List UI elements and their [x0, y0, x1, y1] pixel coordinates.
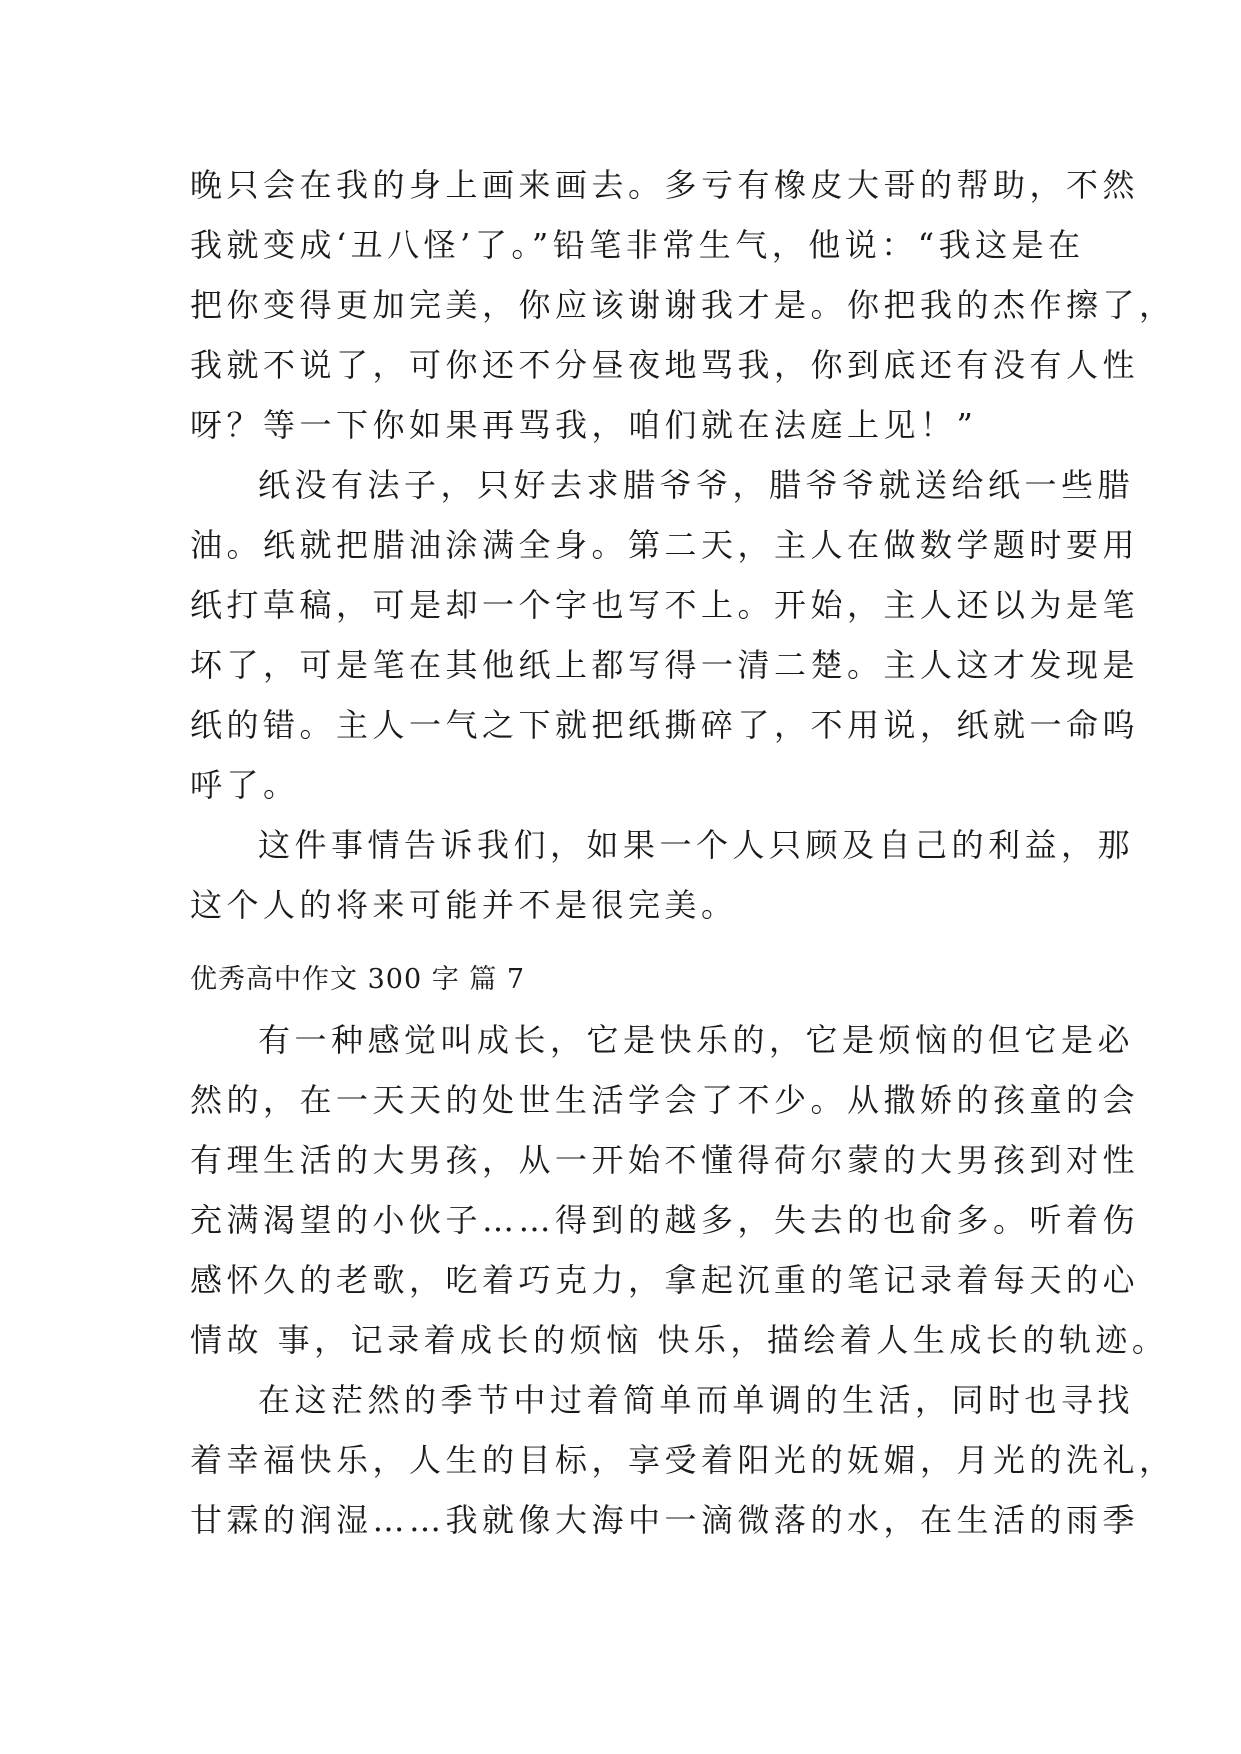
paragraph-line: 甘霖的润湿……我就像大海中一滴微落的水，在生活的雨季 — [190, 1501, 1140, 1539]
paragraph-line: 这件事情告诉我们，如果一个人只顾及自己的利益，那 — [258, 826, 1135, 864]
paragraph-line: 感怀久的老歌，吃着巧克力，拿起沉重的笔记录着每天的心 — [190, 1261, 1140, 1299]
paragraph-line: 然的，在一天天的处世生活学会了不少。从撒娇的孩童的会 — [190, 1081, 1140, 1119]
paragraph-line: 充满渴望的小伙子……得到的越多，失去的也俞多。听着伤 — [190, 1201, 1140, 1239]
paragraph-line: 油。纸就把腊油涂满全身。第二天，主人在做数学题时要用 — [190, 526, 1140, 564]
paragraph-line: 在这茫然的季节中过着简单而单调的生活，同时也寻找 — [258, 1381, 1135, 1419]
paragraph-line: 我就变成‘丑八怪’了。”铅笔非常生气，他说：“我这是在 — [190, 226, 1085, 264]
paragraph-line: 有理生活的大男孩，从一开始不懂得荷尔蒙的大男孩到对性 — [190, 1141, 1140, 1179]
paragraph-line: 着幸福快乐，人生的目标，享受着阳光的妩媚，月光的洗礼， — [190, 1441, 1176, 1479]
paragraph-line: 呀？等一下你如果再骂我，咱们就在法庭上见！” — [190, 406, 978, 444]
paragraph-line: 纸打草稿，可是却一个字也写不上。开始，主人还以为是笔 — [190, 586, 1140, 624]
paragraph-line: 有一种感觉叫成长，它是快乐的，它是烦恼的但它是必 — [258, 1021, 1135, 1059]
paragraph-line: 我就不说了，可你还不分昼夜地骂我，你到底还有没有人性 — [190, 346, 1140, 384]
paragraph-line: 呼了。 — [190, 766, 300, 804]
paragraph-line: 纸没有法子，只好去求腊爷爷，腊爷爷就送给纸一些腊 — [258, 466, 1135, 504]
paragraph-line: 晚只会在我的身上画来画去。多亏有橡皮大哥的帮助，不然 — [190, 166, 1140, 204]
paragraph-line: 纸的错。主人一气之下就把纸撕碎了，不用说，纸就一命呜 — [190, 706, 1140, 744]
essay-section-two — [190, 950, 1176, 1550]
paragraph-line: 这个人的将来可能并不是很完美。 — [190, 886, 738, 924]
paragraph-line: 坏了，可是笔在其他纸上都写得一清二楚。主人这才发现是 — [190, 646, 1140, 684]
essay-section-one — [190, 155, 1176, 935]
paragraph-line: 把你变得更加完美，你应该谢谢我才是。你把我的杰作擦了， — [190, 286, 1176, 324]
paragraph-line: 情故 事，记录着成长的烦恼 快乐，描绘着人生成长的轨迹。 — [190, 1321, 1169, 1359]
section-heading: 优秀高中作文 300 字 篇 7 — [190, 964, 526, 995]
